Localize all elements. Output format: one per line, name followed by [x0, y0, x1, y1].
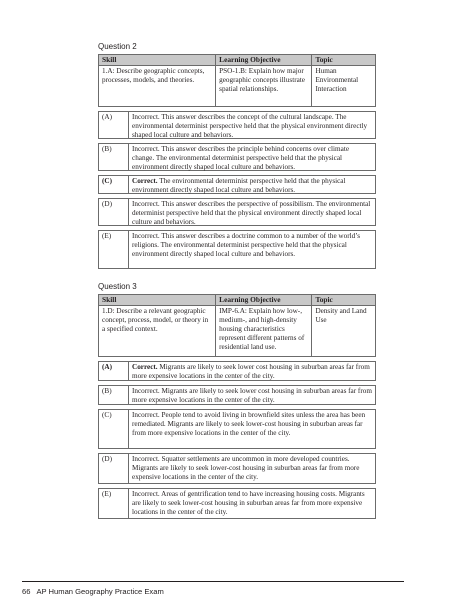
footer-title: AP Human Geography Practice Exam	[36, 587, 164, 596]
answer-row	[98, 198, 376, 226]
header-topic: Topic	[311, 295, 375, 305]
answer-explanation: Incorrect. This answer describes the perspective of possibilism. The environmental determinist perspective held that the physical environment directly shaped local culture and behaviors.	[132, 200, 371, 226]
answer-explanation: Correct. The environmental determinist perspective held that the physical environment directly shaped local culture and behaviors.	[132, 177, 346, 194]
header-skill: Skill	[102, 295, 117, 304]
answer-explanation: Incorrect. This answer describes a doctrine common to a number of the world’s religions. The environmental determinist perspective held that the physical environment directly shaped local culture and behaviors.	[132, 232, 360, 258]
info-row	[98, 306, 376, 357]
answer-explanation: Incorrect. People tend to avoid living in brownfield sites unless the area has been remediated. Migrants are likely to seek lower-cost housing in suburban areas far from more expensive locations in the center of the city.	[132, 411, 366, 437]
header-topic: Topic	[311, 55, 375, 65]
answer-letter: (D)	[99, 199, 129, 225]
answer-letter: (B)	[99, 386, 129, 404]
table-header	[98, 294, 376, 306]
answer-explanation: Incorrect. This answer describes the principle behind concerns over climate change. The environmental determinist perspective held that the physical environment directly shaped local culture and behaviors.	[132, 145, 350, 171]
answer-row	[98, 453, 376, 484]
page-number: 66	[22, 587, 31, 596]
skill-cell: 1.D: Describe a relevant geographic concept, process, model, or theory in a specified context.	[102, 307, 209, 333]
answer-letter: (E)	[99, 489, 129, 518]
answer-row	[98, 488, 376, 519]
answer-explanation: Correct. Migrants are likely to seek lower cost housing in suburban areas far from more expensive locations in the center of the city.	[132, 363, 370, 380]
header-learning-objective: Learning Objective	[215, 295, 311, 305]
header-learning-objective: Learning Objective	[215, 55, 311, 65]
answer-explanation: Incorrect. Areas of gentrification tend to have increasing housing costs. Migrants are likely to seek lower-cost housing in suburban areas far from more expensive locations in the center of the city.	[132, 490, 365, 516]
topic-cell: Human Environmental Interaction	[311, 66, 375, 106]
topic-cell: Density and Land Use	[311, 306, 375, 356]
answer-letter: (A)	[99, 112, 129, 138]
objective-cell: PSO-1.B: Explain how major geographic concepts illustrate spatial relationships.	[215, 66, 311, 106]
info-row	[98, 66, 376, 107]
answer-explanation: Incorrect. Squatter settlements are uncommon in more developed countries. Migrants are likely to seek lower-cost housing in suburban areas far from more expensive locations in the center of the city.	[132, 455, 360, 481]
answer-row-correct	[98, 175, 376, 194]
question-3-label: Question 3	[98, 282, 137, 291]
answer-letter: (E)	[99, 231, 129, 268]
answer-letter: (D)	[99, 454, 129, 483]
answer-letter: (A)	[99, 362, 129, 380]
answer-row	[98, 230, 376, 269]
answer-letter: (B)	[99, 144, 129, 170]
answer-row	[98, 385, 376, 405]
objective-cell: IMP-6.A: Explain how low-, medium-, and high-density housing characteristics represent different patterns of residential land use.	[215, 306, 311, 356]
answer-row	[98, 143, 376, 171]
page-footer	[22, 587, 164, 596]
answer-explanation: Incorrect. Migrants are likely to seek lower cost housing in suburban areas far from more expensive locations in the center of the city.	[132, 387, 372, 404]
answer-row	[98, 111, 376, 139]
skill-cell: 1.A: Describe geographic concepts, processes, models, and theories.	[102, 67, 205, 84]
answer-letter: (C)	[99, 410, 129, 448]
question-2-label: Question 2	[98, 42, 137, 51]
question-3-table	[98, 294, 376, 519]
answer-explanation: Incorrect. This answer describes the concept of the cultural landscape. The environmental determinist perspective held that the physical environment directly shaped local culture and behaviors.	[132, 113, 368, 139]
answer-letter: (C)	[99, 176, 129, 193]
footer-divider	[22, 581, 404, 582]
answer-row-correct	[98, 361, 376, 381]
table-header	[98, 54, 376, 66]
header-skill: Skill	[102, 55, 117, 64]
question-2-table	[98, 54, 376, 269]
answer-row	[98, 409, 376, 449]
